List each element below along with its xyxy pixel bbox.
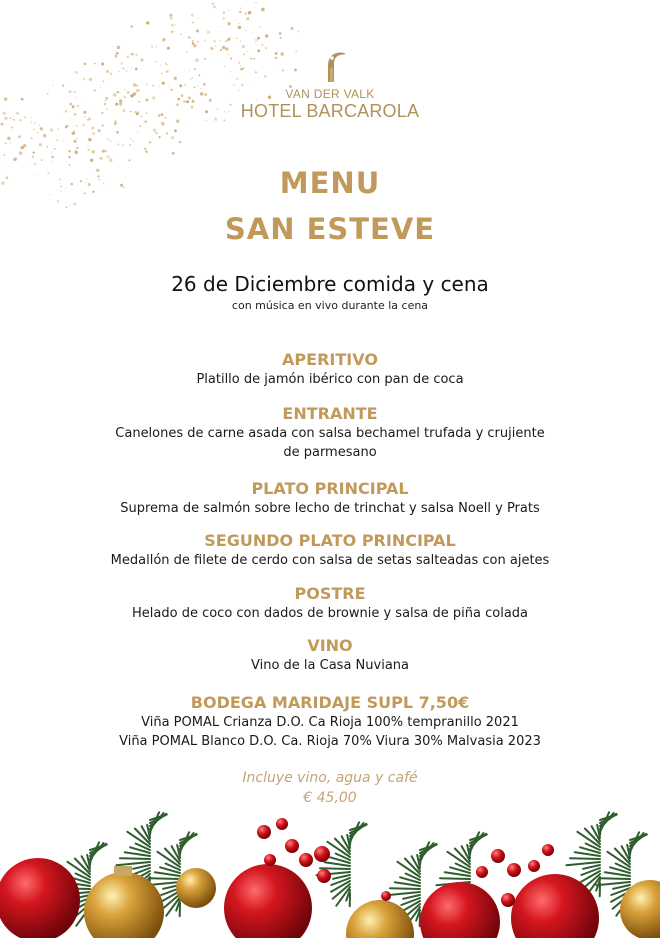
menu-title: MENU <box>279 166 381 200</box>
menu-item: de parmesano <box>283 445 377 460</box>
section-plato-principal <box>0 479 660 518</box>
section-title: PLATO PRINCIPAL <box>251 479 409 498</box>
section-bodega <box>0 693 660 751</box>
section-title: ENTRANTE <box>282 404 378 423</box>
hotel-logo <box>230 46 430 126</box>
price-text: € 45,00 <box>303 790 357 806</box>
event-date: 26 de Diciembre comida y cena <box>171 272 489 296</box>
section-segundo-plato <box>0 531 660 570</box>
logo-hotel-name: HOTEL BARCAROLA <box>240 101 420 121</box>
section-entrante <box>0 404 660 462</box>
section-title: POSTRE <box>294 584 366 603</box>
menu-item: Vino de la Casa Nuviana <box>251 658 409 673</box>
menu-item: Viña POMAL Blanco D.O. Ca. Rioja 70% Viura 30% Malvasia 2023 <box>119 734 541 749</box>
includes-text: Incluye vino, agua y café <box>242 770 418 786</box>
menu-subtitle-title: SAN ESTEVE <box>224 212 436 246</box>
section-title: APERITIVO <box>282 350 378 369</box>
section-title: SEGUNDO PLATO PRINCIPAL <box>204 531 456 550</box>
toucan-logo-icon <box>310 46 350 86</box>
section-title: BODEGA MARIDAJE SUPL 7,50€ <box>190 693 470 712</box>
section-vino <box>0 636 660 675</box>
menu-item: Suprema de salmón sobre lecho de trinchat y salsa Noell y Prats <box>120 501 540 516</box>
menu-item: Medallón de filete de cerdo con salsa de setas salteadas con ajetes <box>110 553 550 568</box>
section-postre <box>0 584 660 623</box>
section-aperitivo <box>0 350 660 389</box>
section-title: VINO <box>307 636 353 655</box>
christmas-ornaments-decoration <box>0 800 660 938</box>
menu-item: Platillo de jamón ibérico con pan de coca <box>196 372 464 387</box>
event-note: con música en vivo durante la cena <box>231 299 429 312</box>
menu-item: Helado de coco con dados de brownie y salsa de piña colada <box>132 606 528 621</box>
menu-item: Canelones de carne asada con salsa bechamel trufada y crujiente <box>115 426 545 441</box>
menu-item: Viña POMAL Crianza D.O. Ca Rioja 100% tempranillo 2021 <box>141 715 519 730</box>
logo-brand-text: VAN DER VALK <box>285 87 375 101</box>
